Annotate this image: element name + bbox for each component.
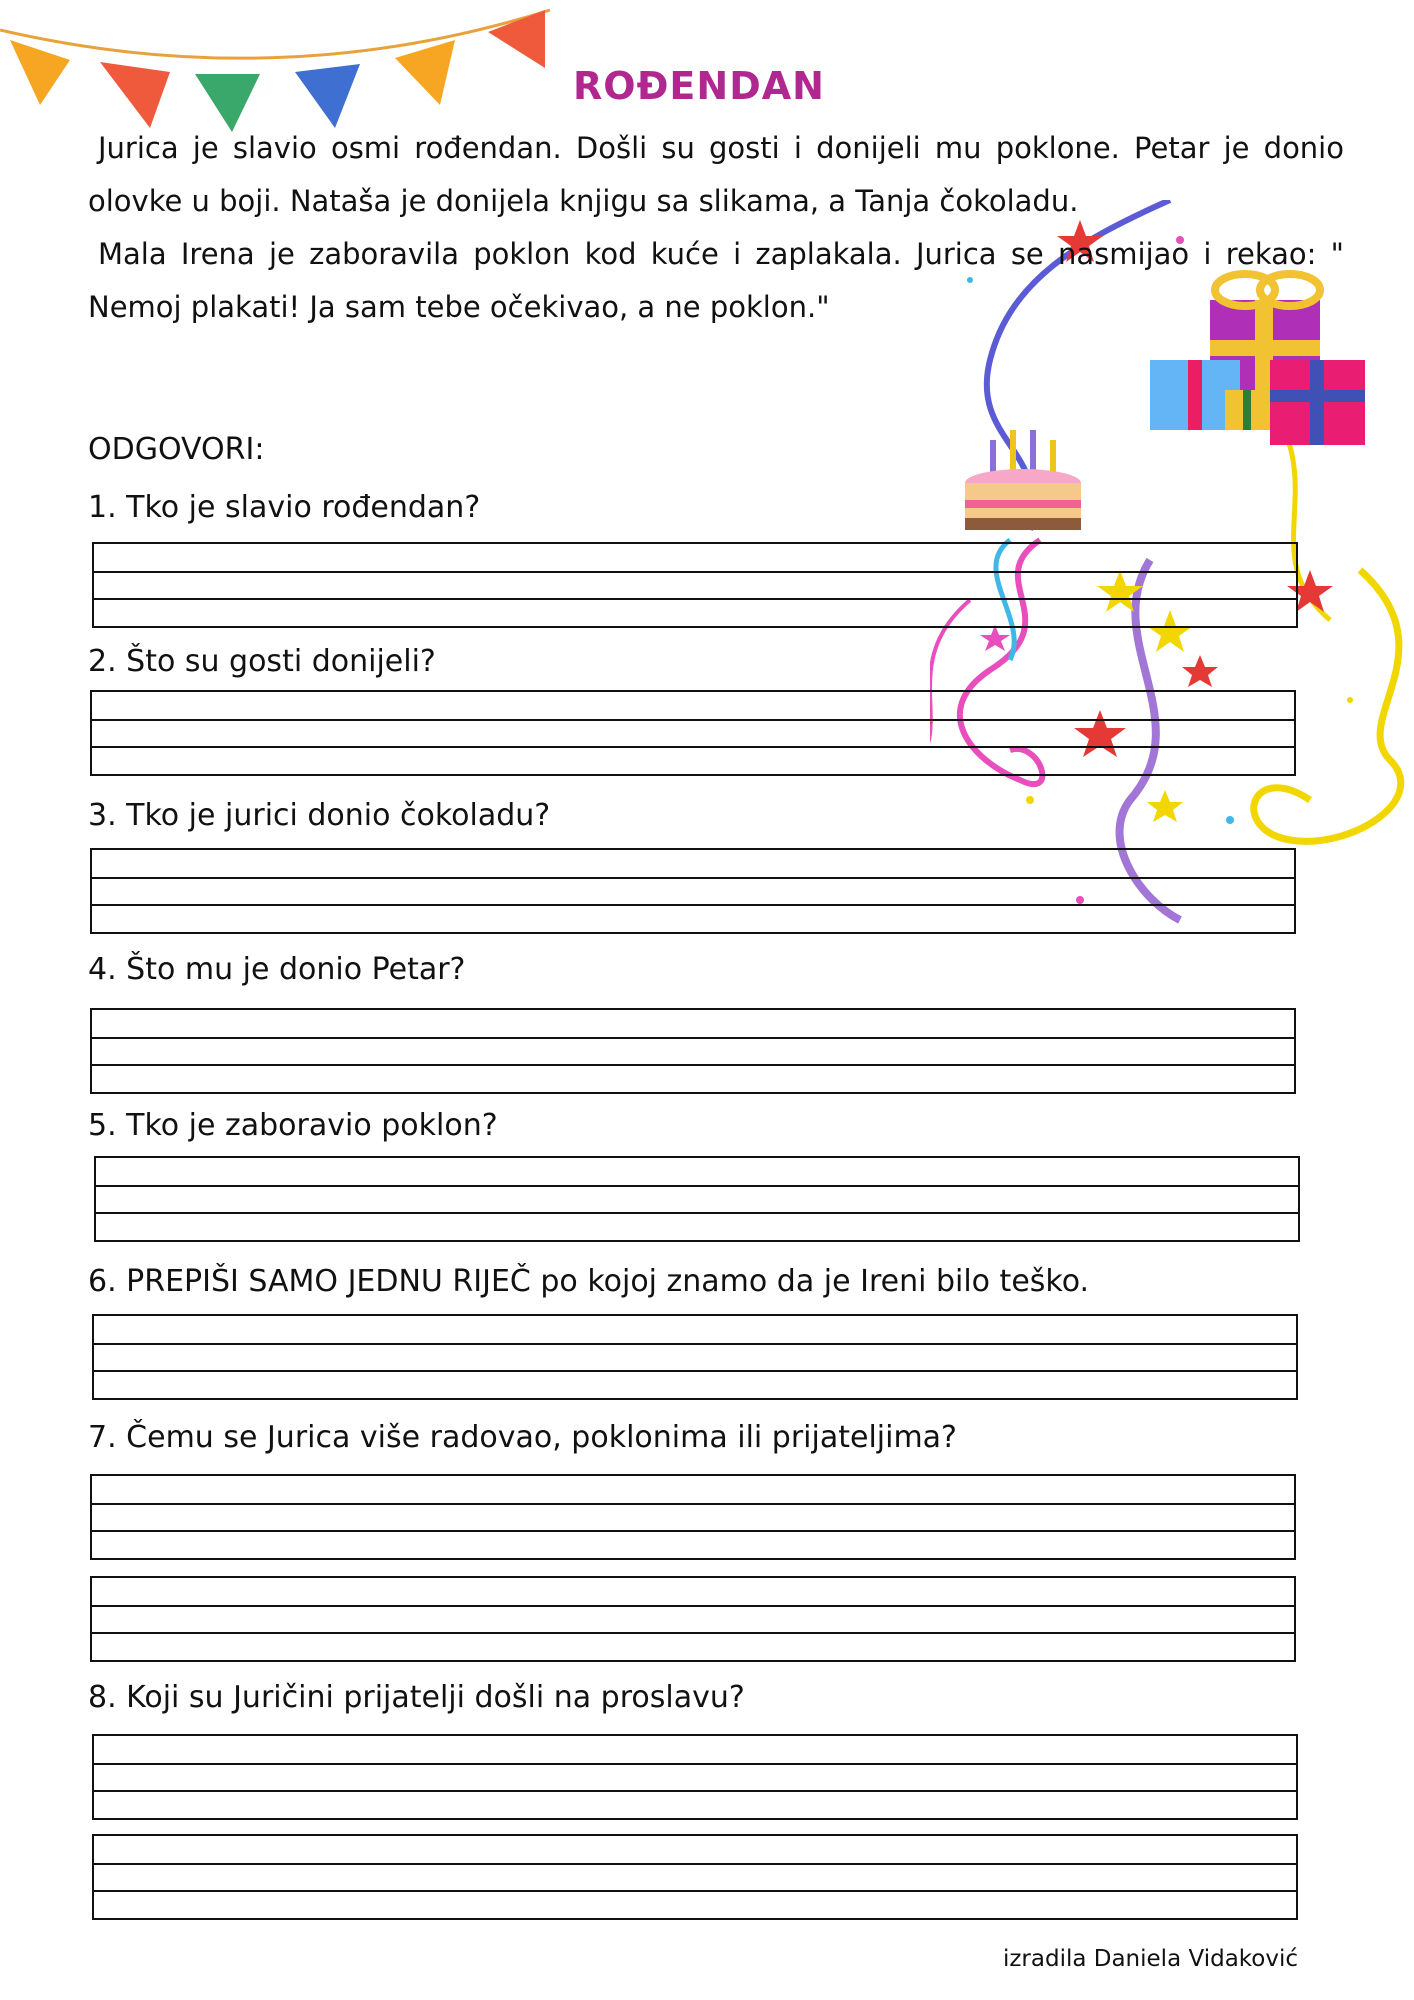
question-8: 8. Koji su Juričini prijatelji došli na proslavu? — [88, 1680, 745, 1715]
story-paragraph: Jurica je slavio osmi rođendan. Došli su gosti i donijeli mu poklone. Petar je donio olovke u boji. Nataša je donijela knjigu sa slikama, a Tanja čokoladu. — [88, 131, 1344, 218]
answer-lines-7b[interactable] — [90, 1576, 1296, 1662]
question-5: 5. Tko je zaboravio poklon? — [88, 1108, 498, 1143]
answers-heading: ODGOVORI: — [88, 432, 265, 467]
question-2: 2. Što su gosti donijeli? — [88, 644, 436, 679]
question-4: 4. Što mu je donio Petar? — [88, 952, 466, 987]
birthday-cake-icon — [965, 430, 1081, 530]
answer-lines-2[interactable] — [90, 690, 1296, 776]
question-6: 6. PREPIŠI SAMO JEDNU RIJEČ po kojoj znamo da je Ireni bilo teško. — [88, 1264, 1090, 1299]
answer-lines-3[interactable] — [90, 848, 1296, 934]
answer-lines-4[interactable] — [90, 1008, 1296, 1094]
answer-lines-6[interactable] — [92, 1314, 1298, 1400]
page-title-text: ROĐENDAN — [573, 64, 825, 108]
answer-lines-7a[interactable] — [90, 1474, 1296, 1560]
question-1: 1. Tko je slavio rođendan? — [88, 490, 481, 525]
question-7: 7. Čemu se Jurica više radovao, poklonima ili prijateljima? — [88, 1420, 957, 1455]
story-text — [88, 122, 1344, 334]
page-title — [0, 64, 1414, 108]
answer-lines-1[interactable] — [92, 542, 1298, 628]
question-3: 3. Tko je jurici donio čokoladu? — [88, 798, 551, 833]
story-paragraph: Mala Irena je zaboravila poklon kod kuće i zaplakala. Jurica se nasmijao i rekao: " Nemoj plakati! Ja sam tebe očekivao, a ne poklon." — [88, 237, 1344, 324]
answer-lines-5[interactable] — [94, 1156, 1300, 1242]
author-credit: izradila Daniela Vidaković — [1002, 1946, 1298, 1972]
answer-lines-8a[interactable] — [92, 1734, 1298, 1820]
answer-lines-8b[interactable] — [92, 1834, 1298, 1920]
